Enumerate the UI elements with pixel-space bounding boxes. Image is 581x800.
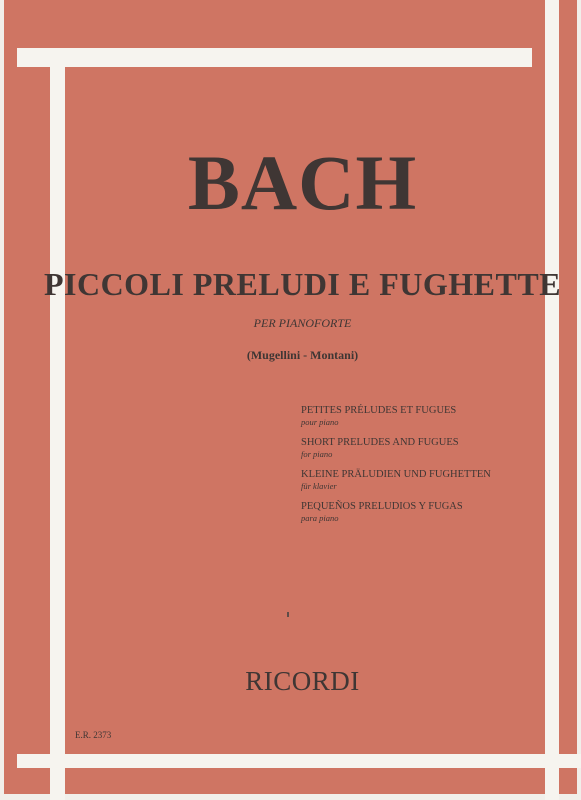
instrument-line: PER PIANOFORTE [253, 316, 352, 330]
ornament-mark [287, 612, 289, 617]
translation-subtitle: para piano [301, 513, 339, 523]
frame-strip-top [17, 48, 532, 67]
catalog-number: E.R. 2373 [75, 730, 112, 740]
composer-name: BACH [187, 139, 418, 226]
translation-subtitle: für klavier [301, 481, 337, 491]
frame-strip-bottom [17, 754, 581, 768]
editors-line: (Mugellini - Montani) [246, 348, 359, 362]
translation-item [301, 500, 491, 523]
paper-edge-bottom [0, 794, 581, 800]
translation-item [301, 404, 491, 427]
translation-title: SHORT PRELUDES AND FUGUES [301, 437, 459, 448]
translation-title: KLEINE PRÄLUDIEN UND FUGHETTEN [301, 469, 491, 480]
publisher-name: RICORDI [245, 666, 360, 696]
translation-subtitle: for piano [301, 449, 333, 459]
translation-title: PETITES PRÉLUDES ET FUGUES [301, 405, 457, 416]
translation-item [301, 468, 491, 491]
translation-item [301, 436, 491, 459]
translation-subtitle: pour piano [301, 417, 339, 427]
translation-title: PEQUEÑOS PRELUDIOS Y FUGAS [301, 501, 463, 512]
work-title: PICCOLI PRELUDI E FUGHETTE [43, 266, 562, 302]
translated-titles [301, 404, 491, 532]
